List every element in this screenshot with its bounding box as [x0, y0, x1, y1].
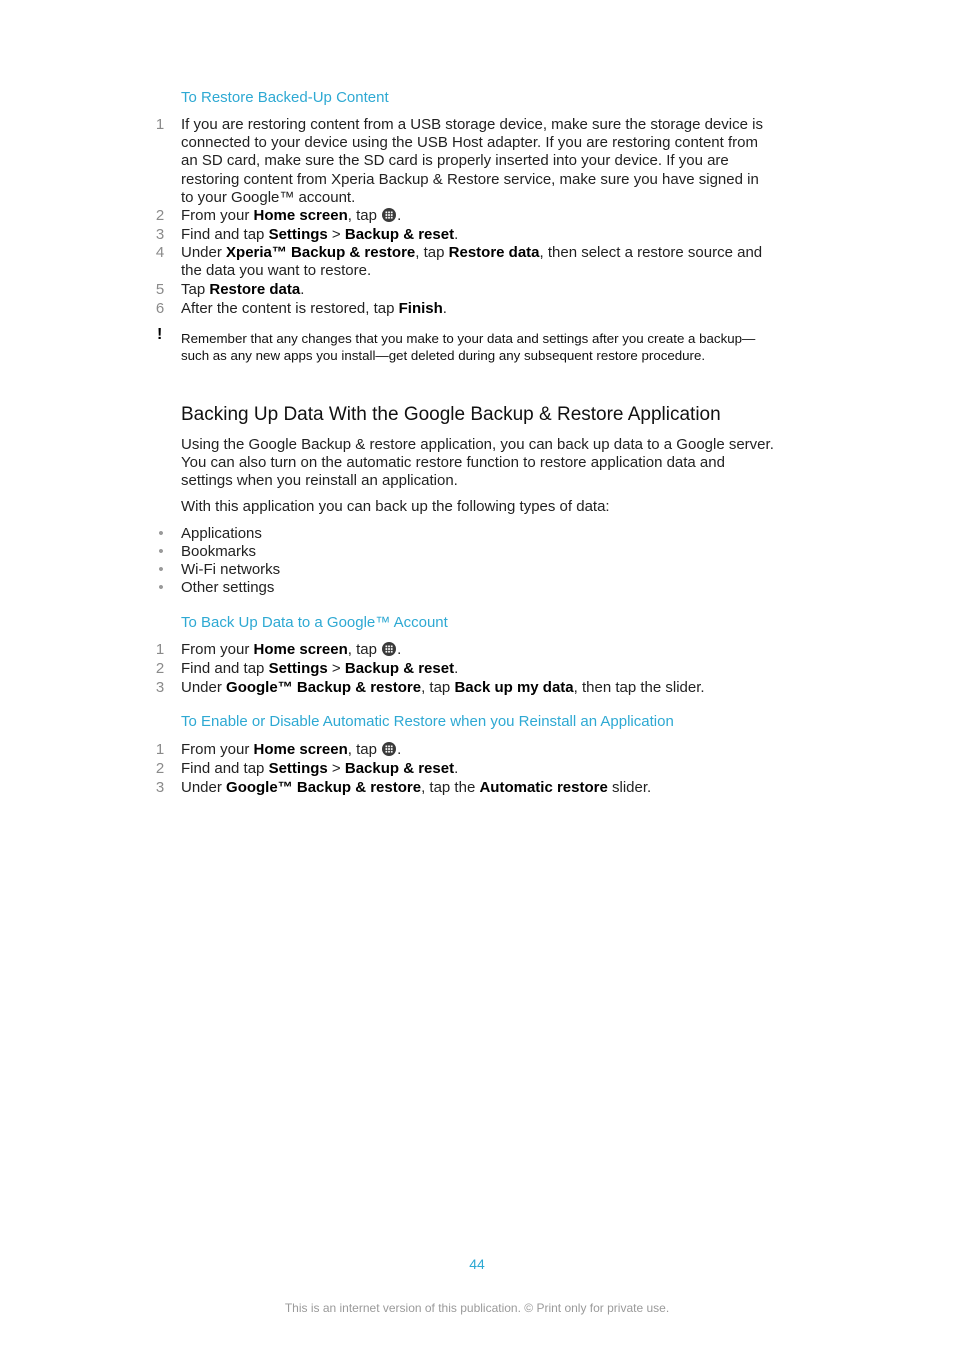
- ui-term: Google™ Backup & restore: [226, 679, 422, 696]
- step-number: 1: [155, 641, 165, 658]
- step-text-fragment: >: [327, 226, 345, 243]
- step-text-fragment: .: [454, 226, 459, 243]
- ui-term: Backup & reset: [344, 760, 455, 777]
- ui-term: Settings: [268, 660, 328, 677]
- step-text: [181, 641, 771, 659]
- step-text: [181, 281, 771, 299]
- step-text-fragment: , tap: [421, 679, 455, 696]
- apps-icon: [382, 742, 396, 756]
- step-text-fragment: From your: [181, 741, 254, 758]
- ui-term: Google™ Backup & restore: [226, 779, 422, 796]
- step-text-fragment: After the content is restored, tap: [181, 300, 399, 317]
- step-text: [181, 660, 771, 678]
- step-text-fragment: , tap: [415, 244, 449, 261]
- intro-paragraph: Using the Google Backup & restore application, you can back up data to a Google server. You can also turn on the automatic restore function to restore application data and settings when you reinstall an application.: [181, 436, 774, 490]
- bullet-icon: •: [158, 543, 164, 560]
- step-number: 2: [155, 760, 165, 777]
- step-number: 3: [155, 779, 165, 796]
- step-number: 1: [155, 116, 165, 133]
- step-text: [181, 741, 771, 759]
- step-number: 5: [155, 281, 165, 298]
- step-text-fragment: slider.: [607, 779, 652, 796]
- step-text-fragment: .: [454, 660, 459, 677]
- ui-term: Back up my data: [454, 679, 574, 696]
- ui-term: Home screen: [253, 641, 348, 658]
- apps-icon: [382, 208, 396, 222]
- bullet-icon: •: [158, 579, 164, 596]
- ui-term: Finish: [398, 300, 443, 317]
- step-number: 6: [155, 300, 165, 317]
- warning-icon: !: [157, 326, 163, 343]
- step-text-fragment: .: [397, 207, 402, 224]
- page-number: 44: [469, 1256, 485, 1272]
- step-text: [181, 244, 771, 280]
- step-text-fragment: .: [454, 760, 459, 777]
- step-text-fragment: .: [397, 741, 402, 758]
- step-text: [181, 207, 771, 225]
- step-text-fragment: Tap: [181, 281, 210, 298]
- step-text-fragment: Under: [181, 679, 227, 696]
- ui-term: Backup & reset: [344, 226, 455, 243]
- step-text: [181, 779, 771, 797]
- step-text-fragment: From your: [181, 207, 254, 224]
- step-number: 2: [155, 207, 165, 224]
- step-text-fragment: .: [397, 641, 402, 658]
- step-text-fragment: , tap: [347, 641, 382, 658]
- step-text-fragment: , then tap the slider.: [573, 679, 705, 696]
- step-text: [181, 760, 771, 778]
- bullet-text: Bookmarks: [181, 543, 257, 560]
- ui-term: Restore data: [209, 281, 301, 298]
- step-text-fragment: Find and tap: [181, 226, 269, 243]
- ui-term: Backup & reset: [344, 660, 455, 677]
- step-text-fragment: Find and tap: [181, 760, 269, 777]
- step-text-fragment: >: [327, 760, 345, 777]
- step-text-fragment: , then select a restore source and the data you want to restore.: [181, 244, 763, 280]
- ui-term: Home screen: [253, 741, 348, 758]
- ui-term: Settings: [268, 760, 328, 777]
- bullet-text: Other settings: [181, 579, 275, 596]
- step-text-fragment: From your: [181, 641, 254, 658]
- apps-icon: [382, 642, 396, 656]
- step-text-fragment: Under: [181, 779, 227, 796]
- step-number: 2: [155, 660, 165, 677]
- section-heading-google-backup: Backing Up Data With the Google Backup & Restore Application: [181, 404, 721, 425]
- section-title-backup-google: To Back Up Data to a Google™ Account: [181, 614, 448, 631]
- step-text: [181, 116, 771, 207]
- bullet-text: Applications: [181, 525, 262, 542]
- step-text: [181, 300, 771, 318]
- step-text-fragment: , tap: [347, 741, 382, 758]
- section-title-auto-restore: To Enable or Disable Automatic Restore when you Reinstall an Application: [181, 713, 674, 730]
- ui-term: Home screen: [253, 207, 348, 224]
- step-number: 1: [155, 741, 165, 758]
- step-text: [181, 226, 771, 244]
- step-text-fragment: If you are restoring content from a USB storage device, make sure the storage device is connected to your device using the USB Host adapter. If you are restoring content from an SD card, make sure the SD card is properly inserted into your device. If you are restoring content from Xperia Backup & Restore service, make sure you have signed in to your Google™ account.: [181, 116, 763, 206]
- footer-note: This is an internet version of this publication. © Print only for private use.: [284, 1301, 670, 1315]
- bullet-icon: •: [158, 525, 164, 542]
- bullet-icon: •: [158, 561, 164, 578]
- data-types-intro: With this application you can back up the following types of data:: [181, 498, 610, 515]
- ui-term: Xperia™ Backup & restore: [226, 244, 416, 261]
- step-number: 4: [155, 244, 165, 261]
- ui-term: Automatic restore: [479, 779, 608, 796]
- step-number: 3: [155, 679, 165, 696]
- step-text-fragment: , tap: [347, 207, 382, 224]
- step-text: [181, 679, 771, 697]
- step-number: 3: [155, 226, 165, 243]
- step-text-fragment: .: [442, 300, 447, 317]
- step-text-fragment: .: [300, 281, 305, 298]
- bullet-text: Wi-Fi networks: [181, 561, 281, 578]
- step-text-fragment: >: [327, 660, 345, 677]
- step-text-fragment: Under: [181, 244, 227, 261]
- ui-term: Settings: [268, 226, 328, 243]
- ui-term: Restore data: [448, 244, 540, 261]
- warning-note: Remember that any changes that you make to your data and settings after you create a backup—such as any new apps you install—get deleted during any subsequent restore procedure.: [181, 331, 756, 363]
- section-title-restore: To Restore Backed-Up Content: [181, 89, 389, 106]
- step-text-fragment: Find and tap: [181, 660, 269, 677]
- step-text-fragment: , tap the: [421, 779, 480, 796]
